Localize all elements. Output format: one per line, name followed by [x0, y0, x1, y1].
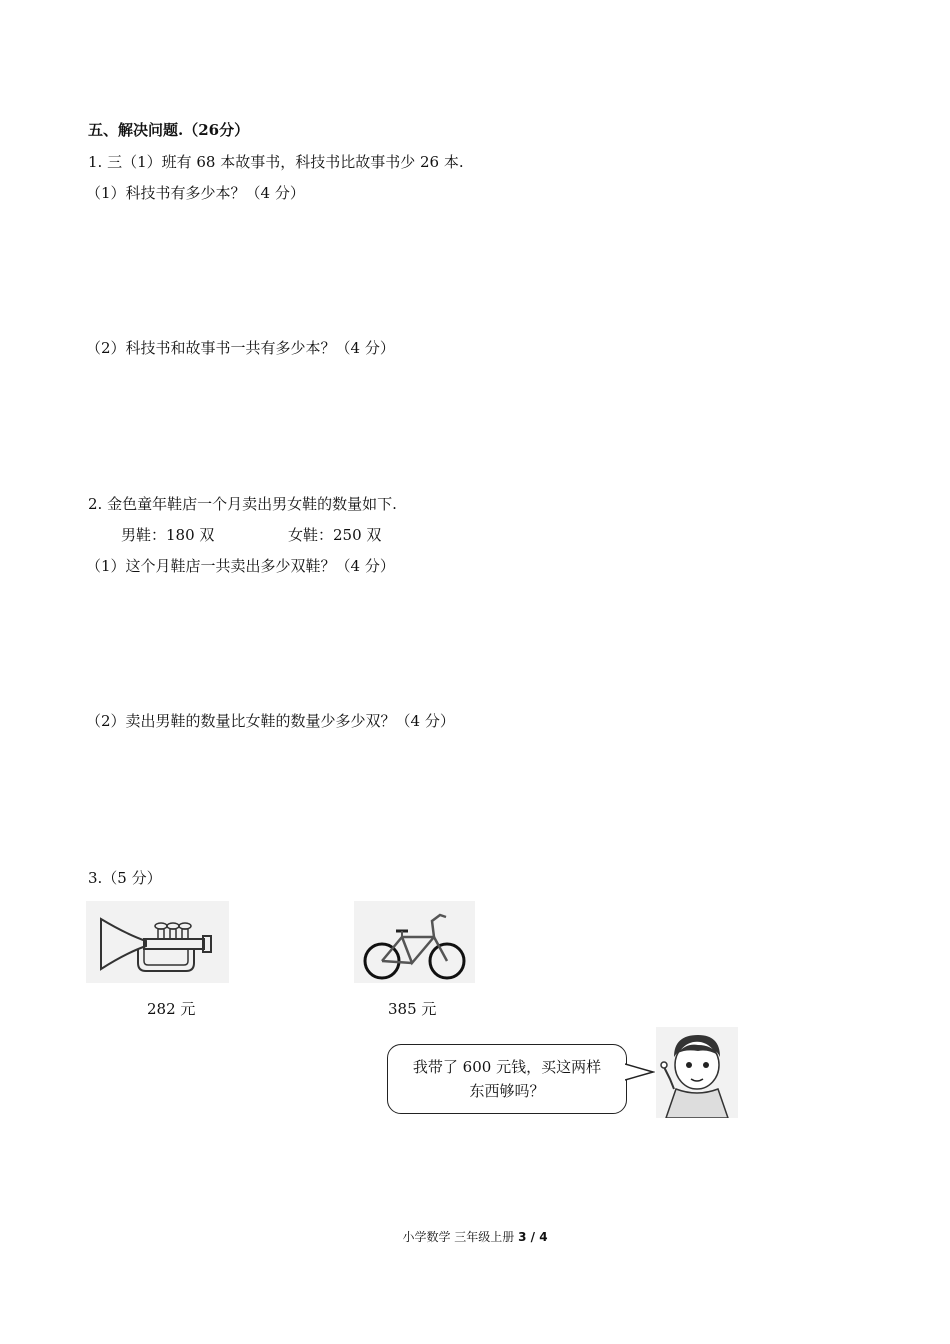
trumpet-price: 282 元	[147, 1000, 196, 1018]
q1-stem: 1. 三（1）班有 68 本故事书，科技书比故事书少 26 本.	[88, 153, 464, 171]
trumpet-icon	[86, 901, 229, 983]
bicycle-price: 385 元	[388, 1000, 437, 1018]
bubble-line-2: 东西够吗？	[469, 1082, 545, 1100]
q2-men: 男鞋：180 双	[121, 526, 215, 544]
q1-part1: （1）科技书有多少本？（4 分）	[86, 184, 305, 202]
boy-icon	[656, 1027, 738, 1118]
q2-part2: （2）卖出男鞋的数量比女鞋的数量少多少双？（4 分）	[86, 712, 455, 730]
bubble-line-1: 我带了 600 元钱，买这两样	[412, 1058, 602, 1076]
q2-women: 女鞋：250 双	[288, 526, 382, 544]
q1-part2: （2）科技书和故事书一共有多少本？（4 分）	[86, 339, 395, 357]
footer-page-number: 3 / 4	[518, 1230, 548, 1244]
bicycle-icon	[354, 901, 475, 983]
section-title: 五、解决问题.（26分）	[88, 121, 250, 139]
speech-bubble	[387, 1044, 627, 1114]
footer-subject: 小学数学 三年级上册	[402, 1230, 515, 1244]
q2-part1: （1）这个月鞋店一共卖出多少双鞋？（4 分）	[86, 557, 395, 575]
q2-stem: 2. 金色童年鞋店一个月卖出男女鞋的数量如下.	[88, 495, 397, 513]
q3-stem: 3.（5 分）	[88, 869, 162, 887]
bubble-tail	[625, 1062, 655, 1082]
page-footer	[0, 1228, 950, 1245]
